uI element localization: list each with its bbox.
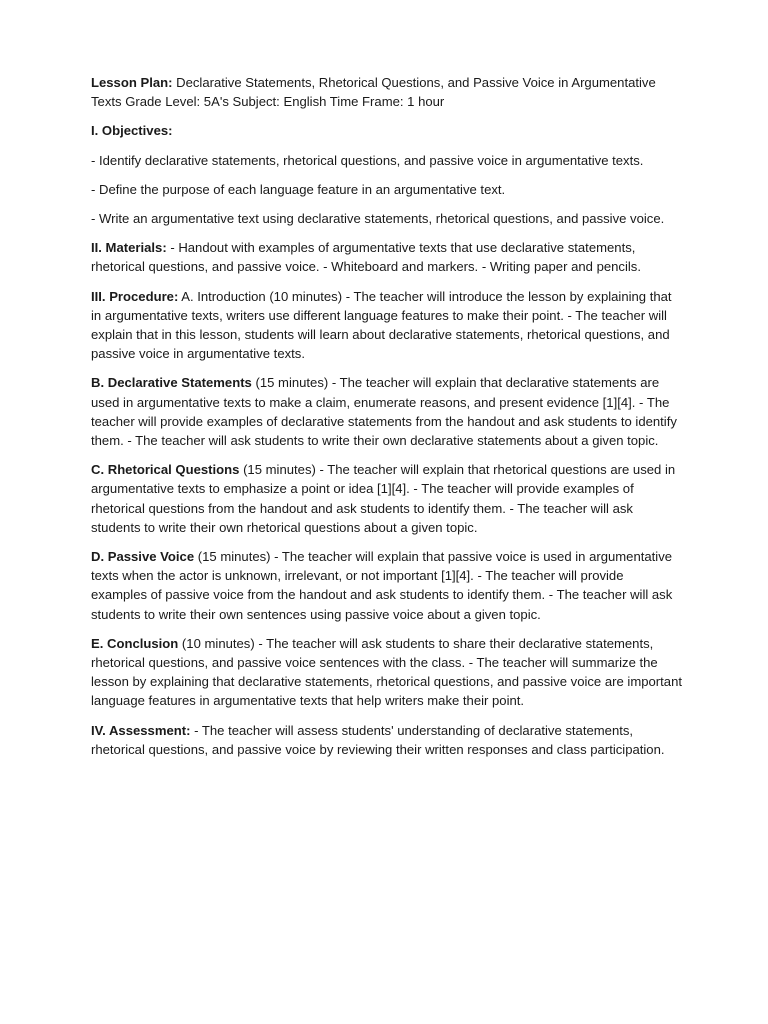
assessment-text: - The teacher will assess students' understanding of declarative statements, rhetorical questions, and passive voice by reviewing their written responses and class participation. xyxy=(91,722,665,757)
procedure-text: A. Introduction (10 minutes) - The teacher will introduce the lesson by explaining that in argumentative texts, writers use different language features to make their point. - The teacher will explain that in this lesson, students will learn about declarative statements, rhetorical questions, and passive voice in argumentative texts. xyxy=(91,288,672,362)
objectives-heading: I. Objectives: xyxy=(91,123,173,139)
declarative-text: (15 minutes) - The teacher will explain that declarative statements are used in argumentative texts to make a claim, enumerate reasons, and present evidence [1][4]. - The teacher will provide examples of declarative statements from the handout and ask students to identify them. - The teacher will ask students to write their own declarative statements about a given topic. xyxy=(91,375,677,449)
materials-section xyxy=(91,238,683,276)
objective-item: - Identify declarative statements, rhetorical questions, and passive voice in argumentative texts. xyxy=(91,152,644,168)
conclusion-section xyxy=(91,634,683,711)
materials-text: - Handout with examples of argumentative texts that use declarative statements, rhetorical questions, and passive voice. - Whiteboard and markers. - Writing paper and pencils. xyxy=(91,240,641,275)
lesson-plan-header xyxy=(91,73,683,111)
passive-heading: D. Passive Voice xyxy=(91,549,195,565)
lesson-plan-label: Lesson Plan: xyxy=(91,75,173,90)
passive-text: (15 minutes) - The teacher will explain that passive voice is used in argumentative texts when the actor is unknown, irrelevant, or not important [1][4]. - The teacher will provide examples of passive voice from the handout and ask students to identify them. - The teacher will ask students to write their own sentences using passive voice about a given topic. xyxy=(91,549,673,622)
assessment-section xyxy=(91,721,683,759)
procedure-section xyxy=(91,287,683,364)
conclusion-text: (10 minutes) - The teacher will ask students to share their declarative statements, rhetorical questions, and passive voice sentences with the class. - The teacher will summarize the lesson by explaining that declarative statements, rhetorical questions, and passive voice are important language features in argumentative texts that help writers make their point. xyxy=(91,635,682,709)
lesson-plan-info: Declarative Statements, Rhetorical Questions, and Passive Voice in Argumentative Texts Grade Level: 5A's Subject: English Time Frame: 1 hour xyxy=(91,75,656,110)
rhetorical-heading: C. Rhetorical Questions xyxy=(91,462,240,478)
objective-item: - Define the purpose of each language feature in an argumentative text. xyxy=(91,181,506,197)
document-page xyxy=(91,73,683,769)
declarative-section xyxy=(91,373,683,450)
conclusion-heading: E. Conclusion xyxy=(91,635,179,651)
procedure-heading: III. Procedure: xyxy=(91,288,179,304)
rhetorical-text: (15 minutes) - The teacher will explain that rhetorical questions are used in argumentative texts to emphasize a point or idea [1][4]. - The teacher will provide examples of rhetorical questions from the handout and ask students to identify them. - The teacher will ask students to write their own rhetorical questions about a given topic. xyxy=(91,462,676,535)
rhetorical-section xyxy=(91,460,683,537)
passive-section xyxy=(91,547,683,624)
assessment-heading: IV. Assessment: xyxy=(91,722,191,738)
materials-heading: II. Materials: xyxy=(91,240,167,256)
declarative-heading: B. Declarative Statements xyxy=(91,375,252,391)
objective-item: - Write an argumentative text using declarative statements, rhetorical questions, and passive voice. xyxy=(91,211,665,227)
